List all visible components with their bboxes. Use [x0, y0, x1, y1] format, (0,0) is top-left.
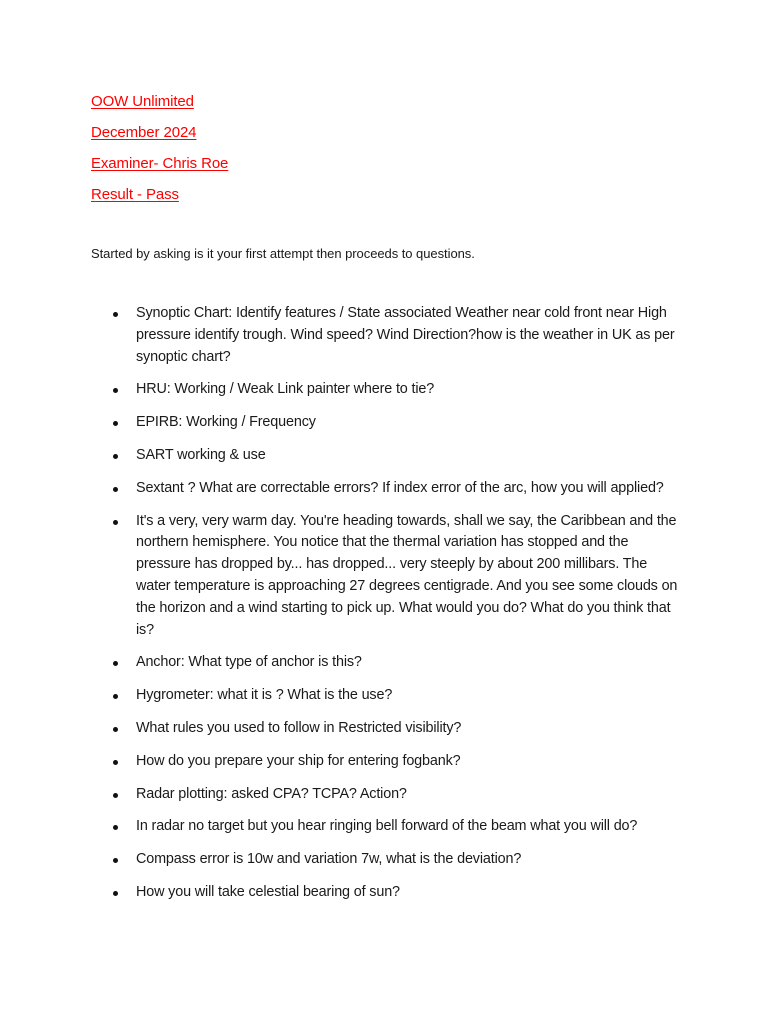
question-text: What rules you used to follow in Restricted visibility? [136, 719, 462, 736]
bullet-icon [113, 454, 118, 459]
list-item [113, 412, 683, 434]
question-list [113, 303, 683, 915]
question-text: Synoptic Chart: Identify features / State associated Weather near cold front near High pressure identify trough. Wind speed? Wind Direction?how is the weather in UK as per synoptic chart? [136, 305, 675, 365]
exam-date: December 2024 [91, 124, 197, 141]
question-text: It's a very, very warm day. You're heading towards, shall we say, the Caribbean and the northern hemisphere. You notice that the thermal variation has stopped and the pressure has dropped by... has dropped... very steeply by about 200 millibars. The water temperature is approaching 27 degrees centigrade. And you see some clouds on the horizon and a wind starting to pick up. What would you do? What do you think that is? [136, 512, 678, 638]
bullet-icon [113, 760, 118, 765]
list-item [113, 445, 683, 467]
list-item [113, 303, 683, 368]
question-text: Radar plotting: asked CPA? TCPA? Action? [136, 785, 407, 802]
list-item [113, 849, 683, 871]
question-text: How do you prepare your ship for entering fogbank? [136, 752, 461, 769]
bullet-icon [113, 694, 118, 699]
bullet-icon [113, 421, 118, 426]
question-text: Compass error is 10w and variation 7w, what is the deviation? [136, 851, 522, 868]
question-text: Sextant ? What are correctable errors? If index error of the arc, how you will applied? [136, 479, 664, 496]
bullet-icon [113, 793, 118, 798]
question-text: EPIRB: Working / Frequency [136, 414, 316, 431]
list-item [113, 478, 683, 500]
list-item [113, 685, 683, 707]
bullet-icon [113, 388, 118, 393]
exam-title: OOW Unlimited [91, 93, 194, 110]
exam-result: Result - Pass [91, 186, 179, 203]
question-text: Hygrometer: what it is ? What is the use? [136, 687, 393, 704]
examiner-name: Examiner- Chris Roe [91, 155, 229, 172]
question-text: HRU: Working / Weak Link painter where to tie? [136, 381, 435, 398]
bullet-icon [113, 858, 118, 863]
bullet-icon [113, 727, 118, 732]
question-text: How you will take celestial bearing of sun? [136, 883, 400, 900]
question-text: Anchor: What type of anchor is this? [136, 654, 362, 671]
list-item [113, 816, 683, 838]
list-item [113, 511, 683, 642]
list-item [113, 882, 683, 904]
bullet-icon [113, 487, 118, 492]
list-item [113, 379, 683, 401]
question-text: In radar no target but you hear ringing bell forward of the beam what you will do? [136, 818, 638, 835]
bullet-icon [113, 825, 118, 830]
bullet-icon [113, 312, 118, 317]
list-item [113, 652, 683, 674]
list-item [113, 751, 683, 773]
exam-header [91, 92, 228, 216]
intro-paragraph: Started by asking is it your first attempt then proceeds to questions. [91, 246, 475, 261]
bullet-icon [113, 891, 118, 896]
list-item [113, 784, 683, 806]
bullet-icon [113, 661, 118, 666]
list-item [113, 718, 683, 740]
bullet-icon [113, 520, 118, 525]
question-text: SART working & use [136, 446, 266, 463]
